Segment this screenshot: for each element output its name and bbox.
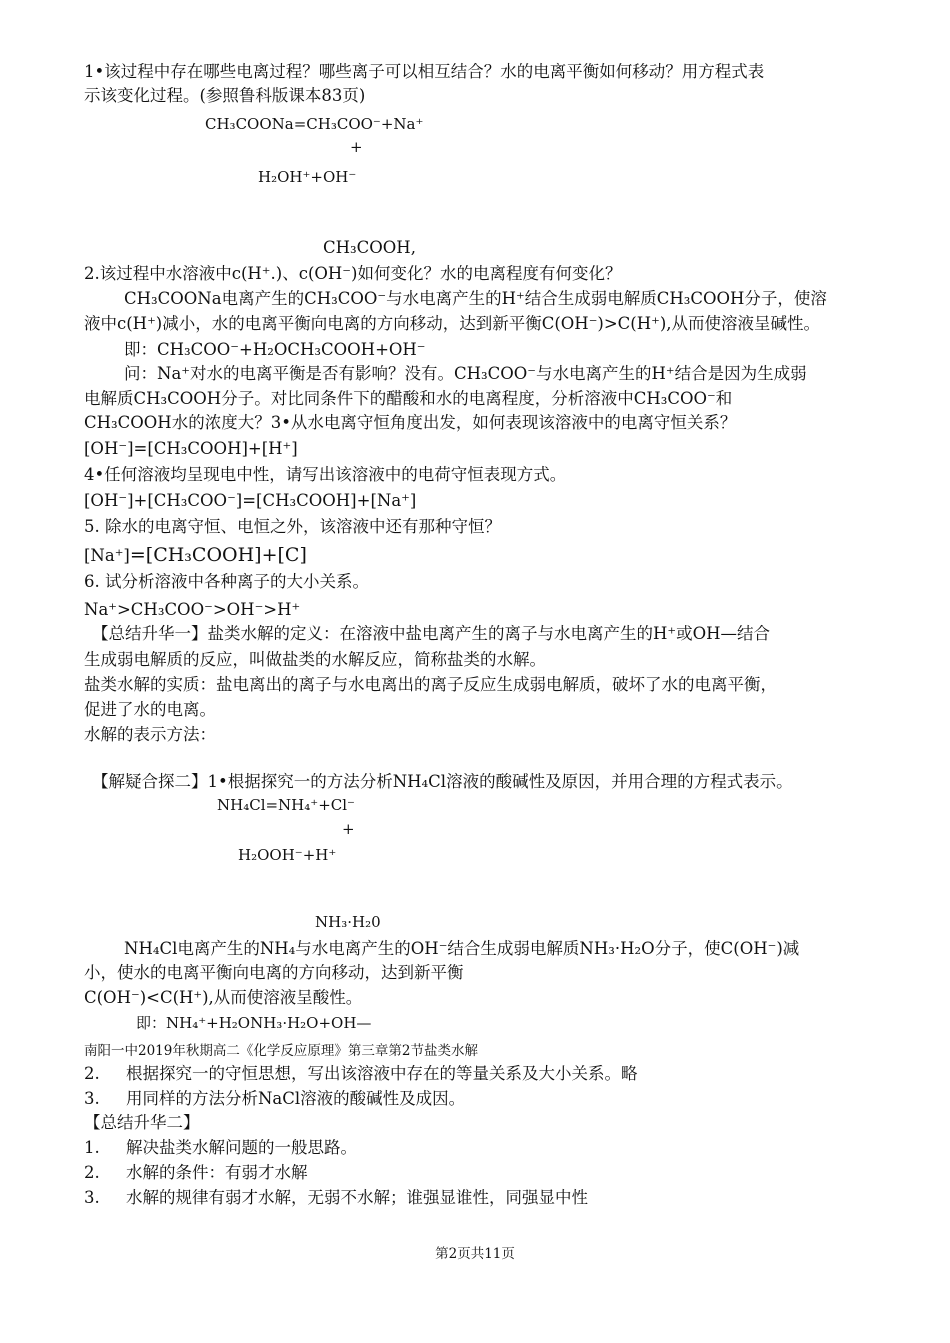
q4-question: 4•任何溶液均呈现电中性，请写出该溶液中的电荷守恒表现方式。 <box>84 465 567 484</box>
scheme1-plus: + <box>350 138 363 156</box>
scheme1-eq2: H₂OH⁺+OH⁻ <box>258 168 357 186</box>
list-item-3: 3. 用同样的方法分析NaCl溶液的酸碱性及成因。 <box>84 1089 466 1108</box>
summary1-line2: 生成弱电解质的反应，叫做盐类的水解反应，简称盐类的水解。 <box>84 650 546 669</box>
list-item-2: 2. 根据探究一的守恒思想，写出该溶液中存在的等量关系及大小关系。略 <box>84 1064 638 1083</box>
q2-answer-line2: 液中c(H⁺)减小，水的电离平衡向电离的方向移动，达到新平衡C(OH⁻)>C(H⁺),从而使溶液呈碱性。 <box>84 314 821 333</box>
summary1-line3: 盐类水解的实质：盐电离出的离子与水电离出的离子反应生成弱电解质，破坏了水的电离平衡， <box>84 675 777 694</box>
summary2-point-1: 1. 解决盐类水解问题的一般思路。 <box>84 1138 357 1157</box>
q2-answer-line6: CH₃COOH水的浓度大？3•从水电离守恒角度出发，如何表现该溶液中的电离守恒关系？ <box>84 413 737 432</box>
summary2-point-3: 3. 水解的规律有弱才水解，无弱不水解；谁强显谁性，同强显中性 <box>84 1188 588 1207</box>
summary2-point-2: 2. 水解的条件：有弱才水解 <box>84 1163 308 1182</box>
summary1-line4: 促进了水的电离。 <box>84 700 216 719</box>
explore2-answer-line4: 即：NH₄⁺+H₂ONH₃·H₂O+OH— <box>136 1014 372 1032</box>
summary2-title: 【总结升华二】 <box>84 1113 200 1132</box>
q5-answer <box>84 543 307 568</box>
summary1-line5: 水解的表示方法： <box>84 725 216 744</box>
scheme1-eq1: CH₃COONa=CH₃COO⁻+Na⁺ <box>205 115 424 133</box>
q2-question: 2.该过程中水溶液中c(H⁺.)、c(OH⁻)如何变化？水的电离程度有何变化？ <box>84 264 622 283</box>
scheme2-eq1: NH₄Cl=NH₄⁺+Cl⁻ <box>217 796 355 814</box>
q4-answer: [OH⁻]+[CH₃COO⁻]=[CH₃COOH]+[Na⁺] <box>84 491 417 510</box>
q5-answer-part-b: =[CH₃COOH]+[C] <box>129 544 307 566</box>
q2-answer-line5: 电解质CH₃COOH分子。对比同条件下的醋酸和水的电离程度，分析溶液中CH₃COO⁻和 <box>84 389 733 408</box>
scheme2-plus: + <box>342 820 355 838</box>
page-number: 第2页共11页 <box>435 1246 515 1262</box>
scheme2-product: NH₃·H₂0 <box>315 913 381 931</box>
scheme2-eq2: H₂OOH⁻+H⁺ <box>238 846 337 864</box>
q2-answer-line4: 问：Na⁺对水的电离平衡是否有影响？没有。CH₃COO⁻与水电离产生的H⁺结合是因为生成弱 <box>124 364 807 383</box>
q2-answer-line3: 即：CH₃COO⁻+H₂OCH₃COOH+OH⁻ <box>124 340 426 359</box>
document-header-note: 南阳一中2019年秋期高二《化学反应原理》第三章第2节盐类水解 <box>84 1043 478 1059</box>
q5-answer-part-a: [Na⁺] <box>84 546 130 565</box>
explore2-answer-line3: C(OH⁻)<C(H⁺),从而使溶液呈酸性。 <box>84 988 363 1007</box>
explore2-intro: 【解疑合探二】1•根据探究一的方法分析NH₄Cl溶液的酸碱性及原因，并用合理的方程式表示。 <box>92 772 793 791</box>
q1-line2: 示该变化过程。(参照鲁科版课本83页) <box>84 86 366 105</box>
q6-answer: Na⁺>CH₃COO⁻>OH⁻>H⁺ <box>84 600 301 619</box>
summary1-line1: 【总结升华一】盐类水解的定义：在溶液中盐电离产生的离子与水电离产生的H⁺或OH—结合 <box>92 624 771 643</box>
q1-line1: 1•该过程中存在哪些电离过程？哪些离子可以相互结合？水的电离平衡如何移动？用方程式表 <box>84 62 765 81</box>
scheme1-product: CH₃COOH, <box>323 238 416 257</box>
q2-answer-line1: CH₃COONa电离产生的CH₃COO⁻与水电离产生的H⁺结合生成弱电解质CH₃COOH分子，使溶 <box>124 289 827 308</box>
q6-question: 6. 试分析溶液中各种离子的大小关系。 <box>84 572 369 591</box>
explore2-answer-line2: 小，使水的电离平衡向电离的方向移动，达到新平衡 <box>84 963 464 982</box>
explore2-answer-line1: NH₄Cl电离产生的NH₄与水电离产生的OH⁻结合生成弱电解质NH₃·H₂O分子，使C(OH⁻)减 <box>124 939 800 958</box>
q5-question: 5. 除水的电离守恒、电恒之外，该溶液中还有那种守恒？ <box>84 517 501 536</box>
q3-answer: [OH⁻]=[CH₃COOH]+[H⁺] <box>84 439 298 458</box>
